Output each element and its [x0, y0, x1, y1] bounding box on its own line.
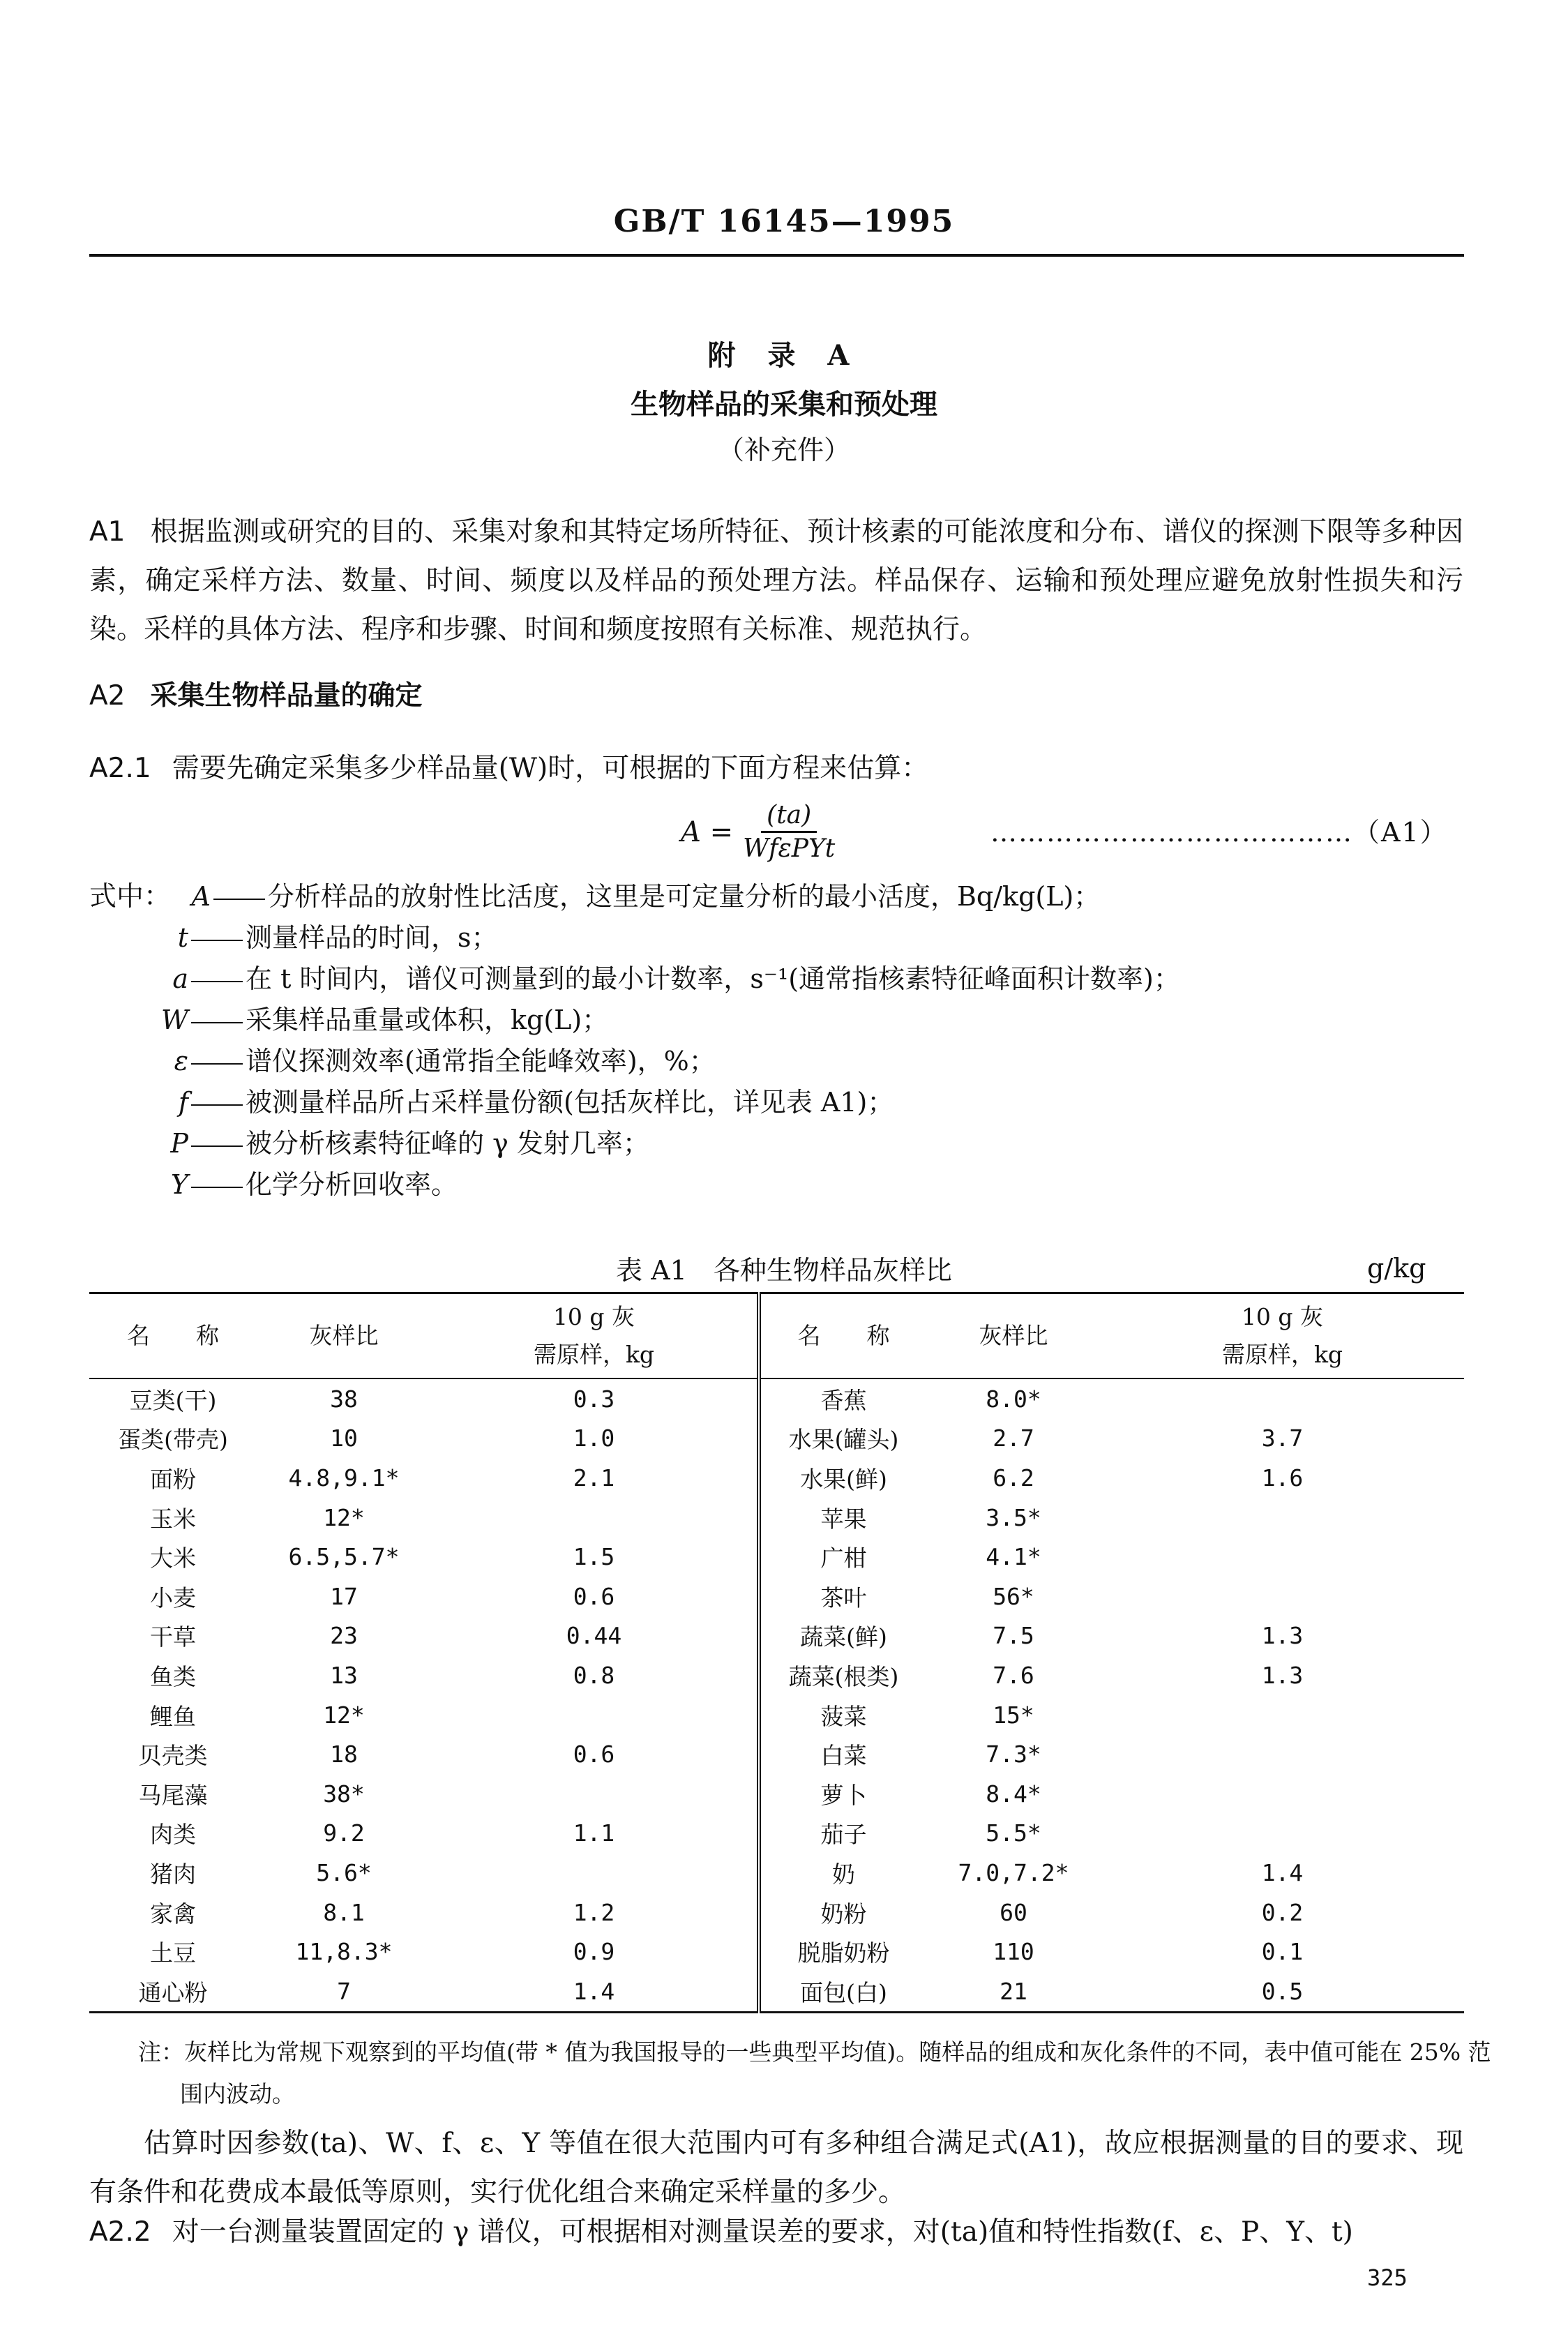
table-note: 注：灰样比为常规下观察到的平均值(带 * 值为我国报导的一些典型平均值)。随样品的组成和灰化条件的不同，表中值可能在 25% 范围内波动。: [138, 2038, 1491, 2108]
table-row: [89, 1853, 1464, 1893]
table-row: [89, 1932, 1464, 1971]
raw-sample-kg: 0.6: [573, 1582, 615, 1610]
definition-item: [183, 875, 1100, 913]
raw-sample-kg: 3.7: [1261, 1425, 1304, 1452]
definition-dash: [213, 899, 265, 900]
section-a1-text: 根据监测或研究的目的、采集对象和其特定场所特征、预计核素的可能浓度和分布、谱仪的探测下限等多种因素，确定采样方法、数量、时间、频度以及样品的预处理方法。样品保存、运输和预处理应避免放射性损失和污染。采样的具体方法、程序和步骤、时间和频度按照有关标准、规范执行。: [89, 516, 1463, 645]
definition-symbol: P: [170, 1128, 188, 1159]
ash-ratio: 3.5*: [986, 1503, 1041, 1531]
ash-ratio: 2.7: [993, 1425, 1034, 1452]
ash-ratio: 7.3*: [986, 1741, 1041, 1768]
definition-symbol: f: [178, 1087, 188, 1118]
section-number: A2: [89, 680, 126, 712]
raw-sample-kg: [1101, 1537, 1464, 1577]
ash-ratio: 5.5*: [986, 1819, 1041, 1847]
raw-sample-kg: 1.0: [573, 1425, 615, 1452]
definition-item: [160, 1081, 894, 1119]
raw-sample-kg: [1101, 1814, 1464, 1854]
formula-lhs: A =: [681, 816, 734, 848]
table-row: [89, 1378, 1464, 1419]
ash-ratio: 38*: [323, 1780, 365, 1808]
item-name: 香蕉: [759, 1378, 926, 1419]
appendix-subtitle: （补充件）: [717, 435, 850, 465]
raw-sample-kg: 0.9: [573, 1938, 615, 1966]
definition-dash: [191, 1063, 243, 1065]
item-name: 玉米: [150, 1505, 196, 1533]
col-header-name: 名 称: [759, 1293, 926, 1379]
item-name: 面粉: [150, 1465, 196, 1493]
ash-ratio: 8.0*: [986, 1385, 1041, 1413]
table-row: [89, 1537, 1464, 1577]
definition-text: 分析样品的放射性比活度，这里是可定量分析的最小活度，Bq/kg(L)；: [268, 881, 1101, 912]
raw-sample-kg: 0.44: [566, 1622, 622, 1650]
ash-ratio: 10: [330, 1425, 358, 1452]
header-rule: [89, 254, 1464, 257]
ash-ratio: 13: [330, 1661, 358, 1689]
raw-sample-kg: 1.1: [573, 1819, 615, 1847]
raw-sample-kg: [431, 1695, 759, 1735]
definition-dash: [191, 1022, 243, 1023]
formula-ref: …………………………………（A1）: [990, 817, 1448, 848]
table-row: [89, 1734, 1464, 1774]
item-name: 脱脂奶粉: [759, 1932, 926, 1971]
item-name: 水果(罐头): [759, 1419, 926, 1459]
definition-symbol: a: [172, 963, 188, 994]
table-row: [89, 1814, 1464, 1854]
item-name: 水果(鲜): [759, 1458, 926, 1498]
ash-ratio: 110: [993, 1938, 1034, 1966]
raw-sample-kg: 0.6: [573, 1741, 615, 1768]
table-row: [89, 1577, 1464, 1616]
item-name: 鲤鱼: [150, 1702, 196, 1730]
item-name: 面包(白): [759, 1971, 926, 2012]
item-name: 猪肉: [150, 1860, 196, 1888]
table-unit: g/kg: [1367, 1253, 1426, 1284]
definition-dash: [191, 1104, 243, 1106]
definition-item: [160, 1122, 649, 1160]
ash-ratio: 6.2: [993, 1464, 1034, 1492]
ash-ratio: 4.1*: [986, 1543, 1041, 1571]
definition-text: 测量样品的时间，s；: [246, 922, 498, 953]
section-a2-title: 采集生物样品量的确定: [150, 679, 423, 712]
ash-ratio: 7.0,7.2*: [958, 1858, 1069, 1886]
ash-ratio: 7.6: [993, 1661, 1034, 1689]
raw-sample-kg: [1101, 1577, 1464, 1616]
definition-text: 被分析核素特征峰的 γ 发射几率；: [246, 1128, 649, 1159]
definition-item: [160, 916, 498, 954]
standard-id-header: GB/T 16145—1995: [613, 204, 955, 239]
item-name: 白菜: [759, 1734, 926, 1774]
ash-ratio: 8.1: [323, 1898, 365, 1926]
section-number: A1: [89, 516, 126, 548]
ash-ratio: 4.8,9.1*: [288, 1464, 400, 1492]
table-caption: 表 A1 各种生物样品灰样比: [616, 1255, 952, 1286]
item-name: 贝壳类: [138, 1742, 208, 1770]
ash-ratio: 23: [330, 1622, 358, 1650]
item-name: 菠菜: [759, 1695, 926, 1735]
raw-sample-kg: 1.4: [1261, 1858, 1304, 1886]
table-row: [89, 1655, 1464, 1695]
item-name: 蛋类(带壳): [118, 1426, 228, 1454]
definition-text: 化学分析回收率。: [246, 1169, 458, 1200]
raw-sample-kg: [1101, 1774, 1464, 1814]
ash-ratio: 12*: [323, 1503, 365, 1531]
table-row: [89, 1419, 1464, 1459]
raw-sample-kg: 0.2: [1261, 1898, 1304, 1926]
definition-symbol: t: [177, 922, 188, 953]
ash-ratio: 6.5,5.7*: [288, 1543, 400, 1571]
raw-sample-kg: 1.4: [431, 1971, 759, 2012]
definition-item: [160, 957, 1180, 996]
raw-sample-kg: 1.6: [1261, 1464, 1304, 1492]
definition-symbol: W: [160, 1005, 188, 1035]
ash-ratio: 7.5: [993, 1622, 1034, 1650]
item-name: 鱼类: [150, 1662, 196, 1690]
raw-sample-kg: [1101, 1734, 1464, 1774]
where-label: 式中：: [89, 881, 172, 912]
ash-ratio: 9.2: [323, 1819, 365, 1847]
item-name: 茶叶: [759, 1577, 926, 1616]
raw-sample-kg: [431, 1774, 759, 1814]
ash-ratio: 5.6*: [316, 1858, 372, 1886]
definition-dash: [191, 1145, 243, 1147]
formula-numerator: (ta): [761, 801, 817, 833]
ash-ratio: 18: [330, 1741, 358, 1768]
item-name: 奶粉: [759, 1893, 926, 1932]
formula-fraction: [743, 801, 835, 863]
table-row: [89, 1971, 1464, 2012]
appendix-label: 附 录 A: [707, 339, 861, 372]
definition-text: 被测量样品所占采样量份额(包括灰样比，详见表 A1)；: [246, 1087, 894, 1118]
definition-symbol: ε: [174, 1046, 188, 1076]
col-header-name: 名 称: [89, 1293, 257, 1379]
definition-text: 采集样品重量或体积，kg(L)；: [246, 1005, 609, 1035]
section-a21: [89, 746, 928, 786]
definition-dash: [191, 1187, 243, 1188]
ash-ratio: 12*: [323, 1701, 365, 1729]
definition-text: 谱仪探测效率(通常指全能峰效率)，%；: [246, 1046, 716, 1076]
col-header-ratio: 灰样比: [926, 1293, 1101, 1379]
col-header-raw: 10 g 灰 需原样，kg: [1101, 1293, 1464, 1379]
col-header-raw: 10 g 灰 需原样，kg: [431, 1293, 759, 1379]
ash-ratio: 8.4*: [986, 1780, 1041, 1808]
ash-ratio: 38: [330, 1385, 358, 1413]
raw-sample-kg: [1101, 1498, 1464, 1538]
section-number: A2.1: [89, 753, 151, 784]
raw-sample-kg: 0.3: [573, 1385, 615, 1413]
raw-sample-kg: [431, 1853, 759, 1893]
item-name: 通心粉: [89, 1971, 257, 2012]
item-name: 广柑: [759, 1537, 926, 1577]
item-name: 干草: [150, 1623, 196, 1651]
item-name: 苹果: [759, 1498, 926, 1538]
definition-item: [160, 1163, 458, 1201]
page-number: 325: [1367, 2264, 1408, 2291]
raw-sample-kg: 1.5: [573, 1543, 615, 1571]
ash-ratio: 7: [257, 1971, 431, 2012]
raw-sample-kg: 0.1: [1261, 1938, 1304, 1966]
ash-ratio: 21: [926, 1971, 1101, 2012]
item-name: 肉类: [150, 1821, 196, 1849]
item-name: 奶: [759, 1853, 926, 1893]
raw-sample-kg: 0.8: [573, 1661, 615, 1689]
table-row: [89, 1458, 1464, 1498]
formula-denominator: WfεPYt: [743, 834, 836, 863]
definition-text: 在 t 时间内，谱仪可测量到的最小计数率，s⁻¹(通常指核素特征峰面积计数率)；: [246, 963, 1180, 994]
item-name: 茄子: [759, 1814, 926, 1854]
definition-symbol: Y: [170, 1169, 188, 1200]
definition-dash: [191, 981, 243, 982]
raw-sample-kg: [1101, 1695, 1464, 1735]
item-name: 蔬菜(鲜): [759, 1616, 926, 1656]
item-name: 家禽: [150, 1900, 196, 1928]
table-row: [89, 1498, 1464, 1538]
table-row: [89, 1616, 1464, 1656]
raw-sample-kg: 1.3: [1261, 1622, 1304, 1650]
definition-item: [160, 998, 608, 1037]
definition-symbol: A: [191, 881, 211, 912]
raw-sample-kg: [1101, 1378, 1464, 1419]
definition-item: [160, 1039, 716, 1078]
item-name: 大米: [150, 1545, 196, 1572]
formula-a1: [681, 801, 835, 863]
raw-sample-kg: [431, 1498, 759, 1538]
item-name: 马尾藻: [138, 1781, 208, 1809]
item-name: 豆类(干): [129, 1386, 217, 1414]
section-a22: [89, 2210, 1353, 2249]
item-name: 萝卜: [759, 1774, 926, 1814]
ash-ratio: 11,8.3*: [295, 1938, 393, 1966]
item-name: 蔬菜(根类): [759, 1655, 926, 1695]
ash-ratio: 56*: [993, 1582, 1034, 1610]
col-header-ratio: 灰样比: [257, 1293, 431, 1379]
section-a2-heading: [89, 674, 423, 713]
ash-ratio: 17: [330, 1582, 358, 1610]
table-header-row: [89, 1293, 1464, 1379]
section-number: A2.2: [89, 2216, 151, 2248]
item-name: 小麦: [150, 1584, 196, 1612]
section-a21-text: 需要先确定采集多少样品量(W)时，可根据的下面方程来估算：: [172, 753, 929, 784]
estimate-paragraph: 估算时因参数(ta)、W、f、ε、Y 等值在很大范围内可有多种组合满足式(A1)，故应根据测量的目的要求、现有条件和花费成本最低等原则，实行优化组合来确定采样量的多少。: [89, 2128, 1463, 2208]
raw-sample-kg: 1.2: [573, 1898, 615, 1926]
item-name: 土豆: [150, 1939, 196, 1967]
table-row: [89, 1774, 1464, 1814]
appendix-title: 生物样品的采集和预处理: [631, 388, 937, 421]
raw-sample-kg: 2.1: [573, 1464, 615, 1492]
ash-ratio: 60: [1000, 1898, 1027, 1926]
table-row: [89, 1893, 1464, 1932]
ash-ratio: 15*: [993, 1701, 1034, 1729]
table-row: [89, 1695, 1464, 1735]
ash-ratio-table: [89, 1292, 1464, 2013]
section-a1: [89, 508, 1463, 654]
raw-sample-kg: 0.5: [1101, 1971, 1464, 2012]
definition-dash: [191, 940, 243, 941]
raw-sample-kg: 1.3: [1261, 1661, 1304, 1689]
section-a22-text: 对一台测量装置固定的 γ 谱仪，可根据相对测量误差的要求，对(ta)值和特性指数(f、ε、P、Y、t): [172, 2216, 1353, 2248]
